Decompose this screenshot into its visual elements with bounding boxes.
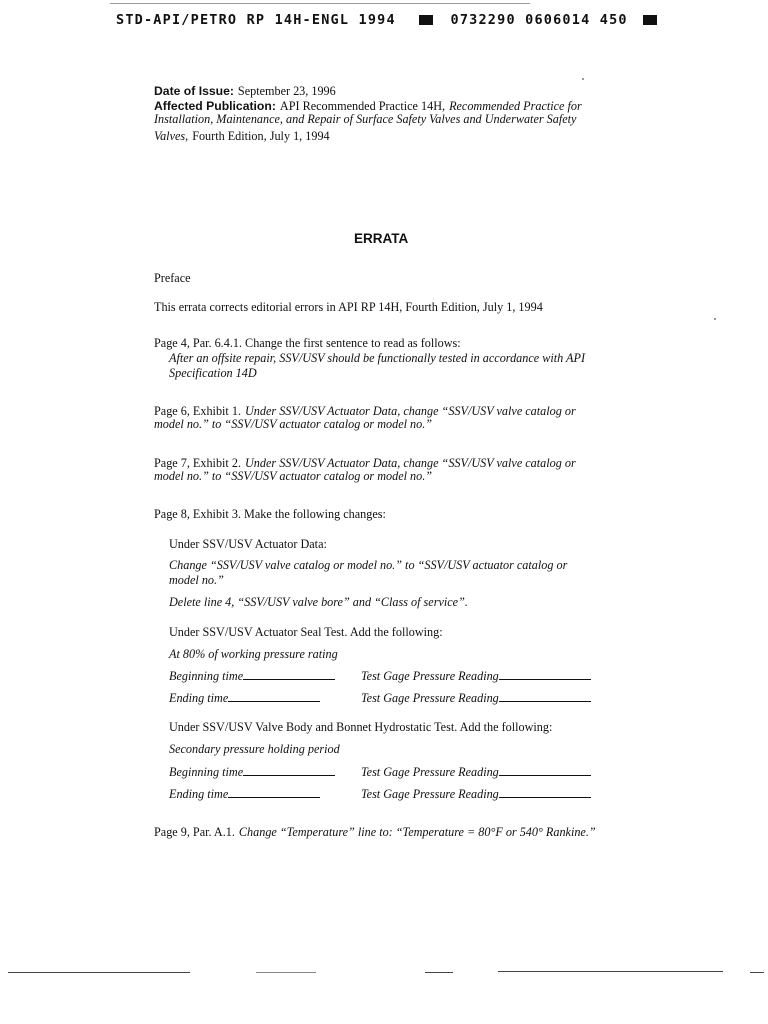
hydro-end-time-label: Ending time	[169, 787, 229, 801]
hydro-end-time-blank	[228, 787, 320, 798]
header-block-mark	[419, 15, 433, 25]
issue-date-label: Date of Issue:	[154, 84, 234, 98]
affected-value: API Recommended Practice 14H,	[279, 99, 446, 113]
hydro-begin-time-label: Beginning time	[169, 765, 244, 779]
p4-quote-1: After an offsite repair, SSV/USV should be functionally tested in accordance with API	[169, 351, 586, 365]
p7-lead: Page 7, Exhibit 2.	[154, 456, 241, 470]
scan-speck	[582, 78, 584, 80]
issue-date-value: September 23, 1996	[237, 84, 336, 98]
p4-quote-2: Specification 14D	[169, 366, 257, 380]
p8-sub-seal-test: Under SSV/USV Actuator Seal Test. Add the following:	[169, 625, 443, 639]
p6-text-2: model no.” to “SSV/USV actuator catalog or model no.”	[154, 417, 433, 431]
scan-bottom-line-3	[425, 972, 453, 973]
seal-begin-time-label: Beginning time	[169, 669, 244, 683]
seal-begin-gage-blank	[499, 669, 591, 680]
p8-delete: Delete line 4, “SSV/USV valve bore” and “Class of service”.	[169, 595, 468, 609]
affected-title-3: Valves,	[154, 129, 189, 143]
seal-end-gage	[361, 691, 591, 706]
scan-bottom-line-2	[256, 972, 316, 973]
p9-line	[154, 823, 596, 841]
hydro-end-gage	[361, 787, 591, 802]
hydro-end-gage-label: Test Gage Pressure Reading	[361, 787, 499, 801]
seal-begin-gage	[361, 669, 591, 684]
seal-begin-gage-label: Test Gage Pressure Reading	[361, 669, 499, 683]
seal-begin-time-blank	[243, 669, 335, 680]
doc-header	[116, 12, 657, 28]
p9-text: Change “Temperature” line to: “Temperature = 80°F or 540° Rankine.”	[238, 825, 596, 839]
p6-text-1: Under SSV/USV Actuator Data, change “SSV/USV valve catalog or	[245, 404, 576, 418]
p8-rating: At 80% of working pressure rating	[169, 647, 338, 661]
seal-begin-time	[169, 669, 335, 684]
page-title: ERRATA	[354, 231, 409, 246]
hydro-begin-time	[169, 765, 335, 780]
p8-sub-hydrostatic: Under SSV/USV Valve Body and Bonnet Hydrostatic Test. Add the following:	[169, 720, 553, 734]
p9-lead: Page 9, Par. A.1.	[154, 825, 235, 839]
seal-end-time-blank	[228, 691, 320, 702]
hydro-begin-gage-blank	[499, 765, 591, 776]
doc-header-id: STD-API/PETRO RP 14H-ENGL 1994	[116, 12, 396, 28]
p8-holding: Secondary pressure holding period	[169, 742, 340, 756]
p6-lead: Page 6, Exhibit 1.	[154, 404, 241, 418]
affected-title-2: Installation, Maintenance, and Repair of Surface Safety Valves and Underwater Safety	[154, 112, 577, 126]
hydro-end-gage-blank	[499, 787, 591, 798]
scan-top-line	[110, 3, 530, 4]
hydro-begin-gage-label: Test Gage Pressure Reading	[361, 765, 499, 779]
seal-end-time	[169, 691, 320, 706]
hydro-end-time	[169, 787, 320, 802]
header-block-mark-end	[643, 15, 657, 25]
p4-lead: Page 4, Par. 6.4.1. Change the first sentence to read as follows:	[154, 336, 461, 350]
preface: Preface	[154, 271, 191, 285]
p8-lead: Page 8, Exhibit 3. Make the following changes:	[154, 507, 386, 521]
p8-change-2: model no.”	[169, 573, 224, 587]
seal-end-time-label: Ending time	[169, 691, 229, 705]
p8-change-1: Change “SSV/USV valve catalog or model no.” to “SSV/USV actuator catalog or	[169, 558, 568, 572]
p7-text-2: model no.” to “SSV/USV actuator catalog or model no.”	[154, 469, 433, 483]
scan-bottom-line-1	[8, 972, 190, 973]
intro-text: This errata corrects editorial errors in API RP 14H, Fourth Edition, July 1, 1994	[154, 300, 543, 314]
p8-sub-actuator-data: Under SSV/USV Actuator Data:	[169, 537, 327, 551]
affected-label: Affected Publication:	[154, 99, 276, 113]
scan-speck-2	[714, 318, 716, 320]
affected-edition-line	[154, 127, 330, 145]
seal-end-gage-label: Test Gage Pressure Reading	[361, 691, 499, 705]
scan-bottom-line-4	[498, 971, 723, 972]
hydro-begin-gage	[361, 765, 591, 780]
p7-text-1: Under SSV/USV Actuator Data, change “SSV/USV valve catalog or	[245, 456, 576, 470]
hydro-begin-time-blank	[243, 765, 335, 776]
affected-edition: Fourth Edition, July 1, 1994	[192, 129, 330, 143]
doc-header-code: 0732290 0606014 450	[450, 12, 628, 28]
seal-end-gage-blank	[499, 691, 591, 702]
scan-bottom-line-5	[750, 972, 764, 973]
affected-title-1: Recommended Practice for	[449, 99, 582, 113]
